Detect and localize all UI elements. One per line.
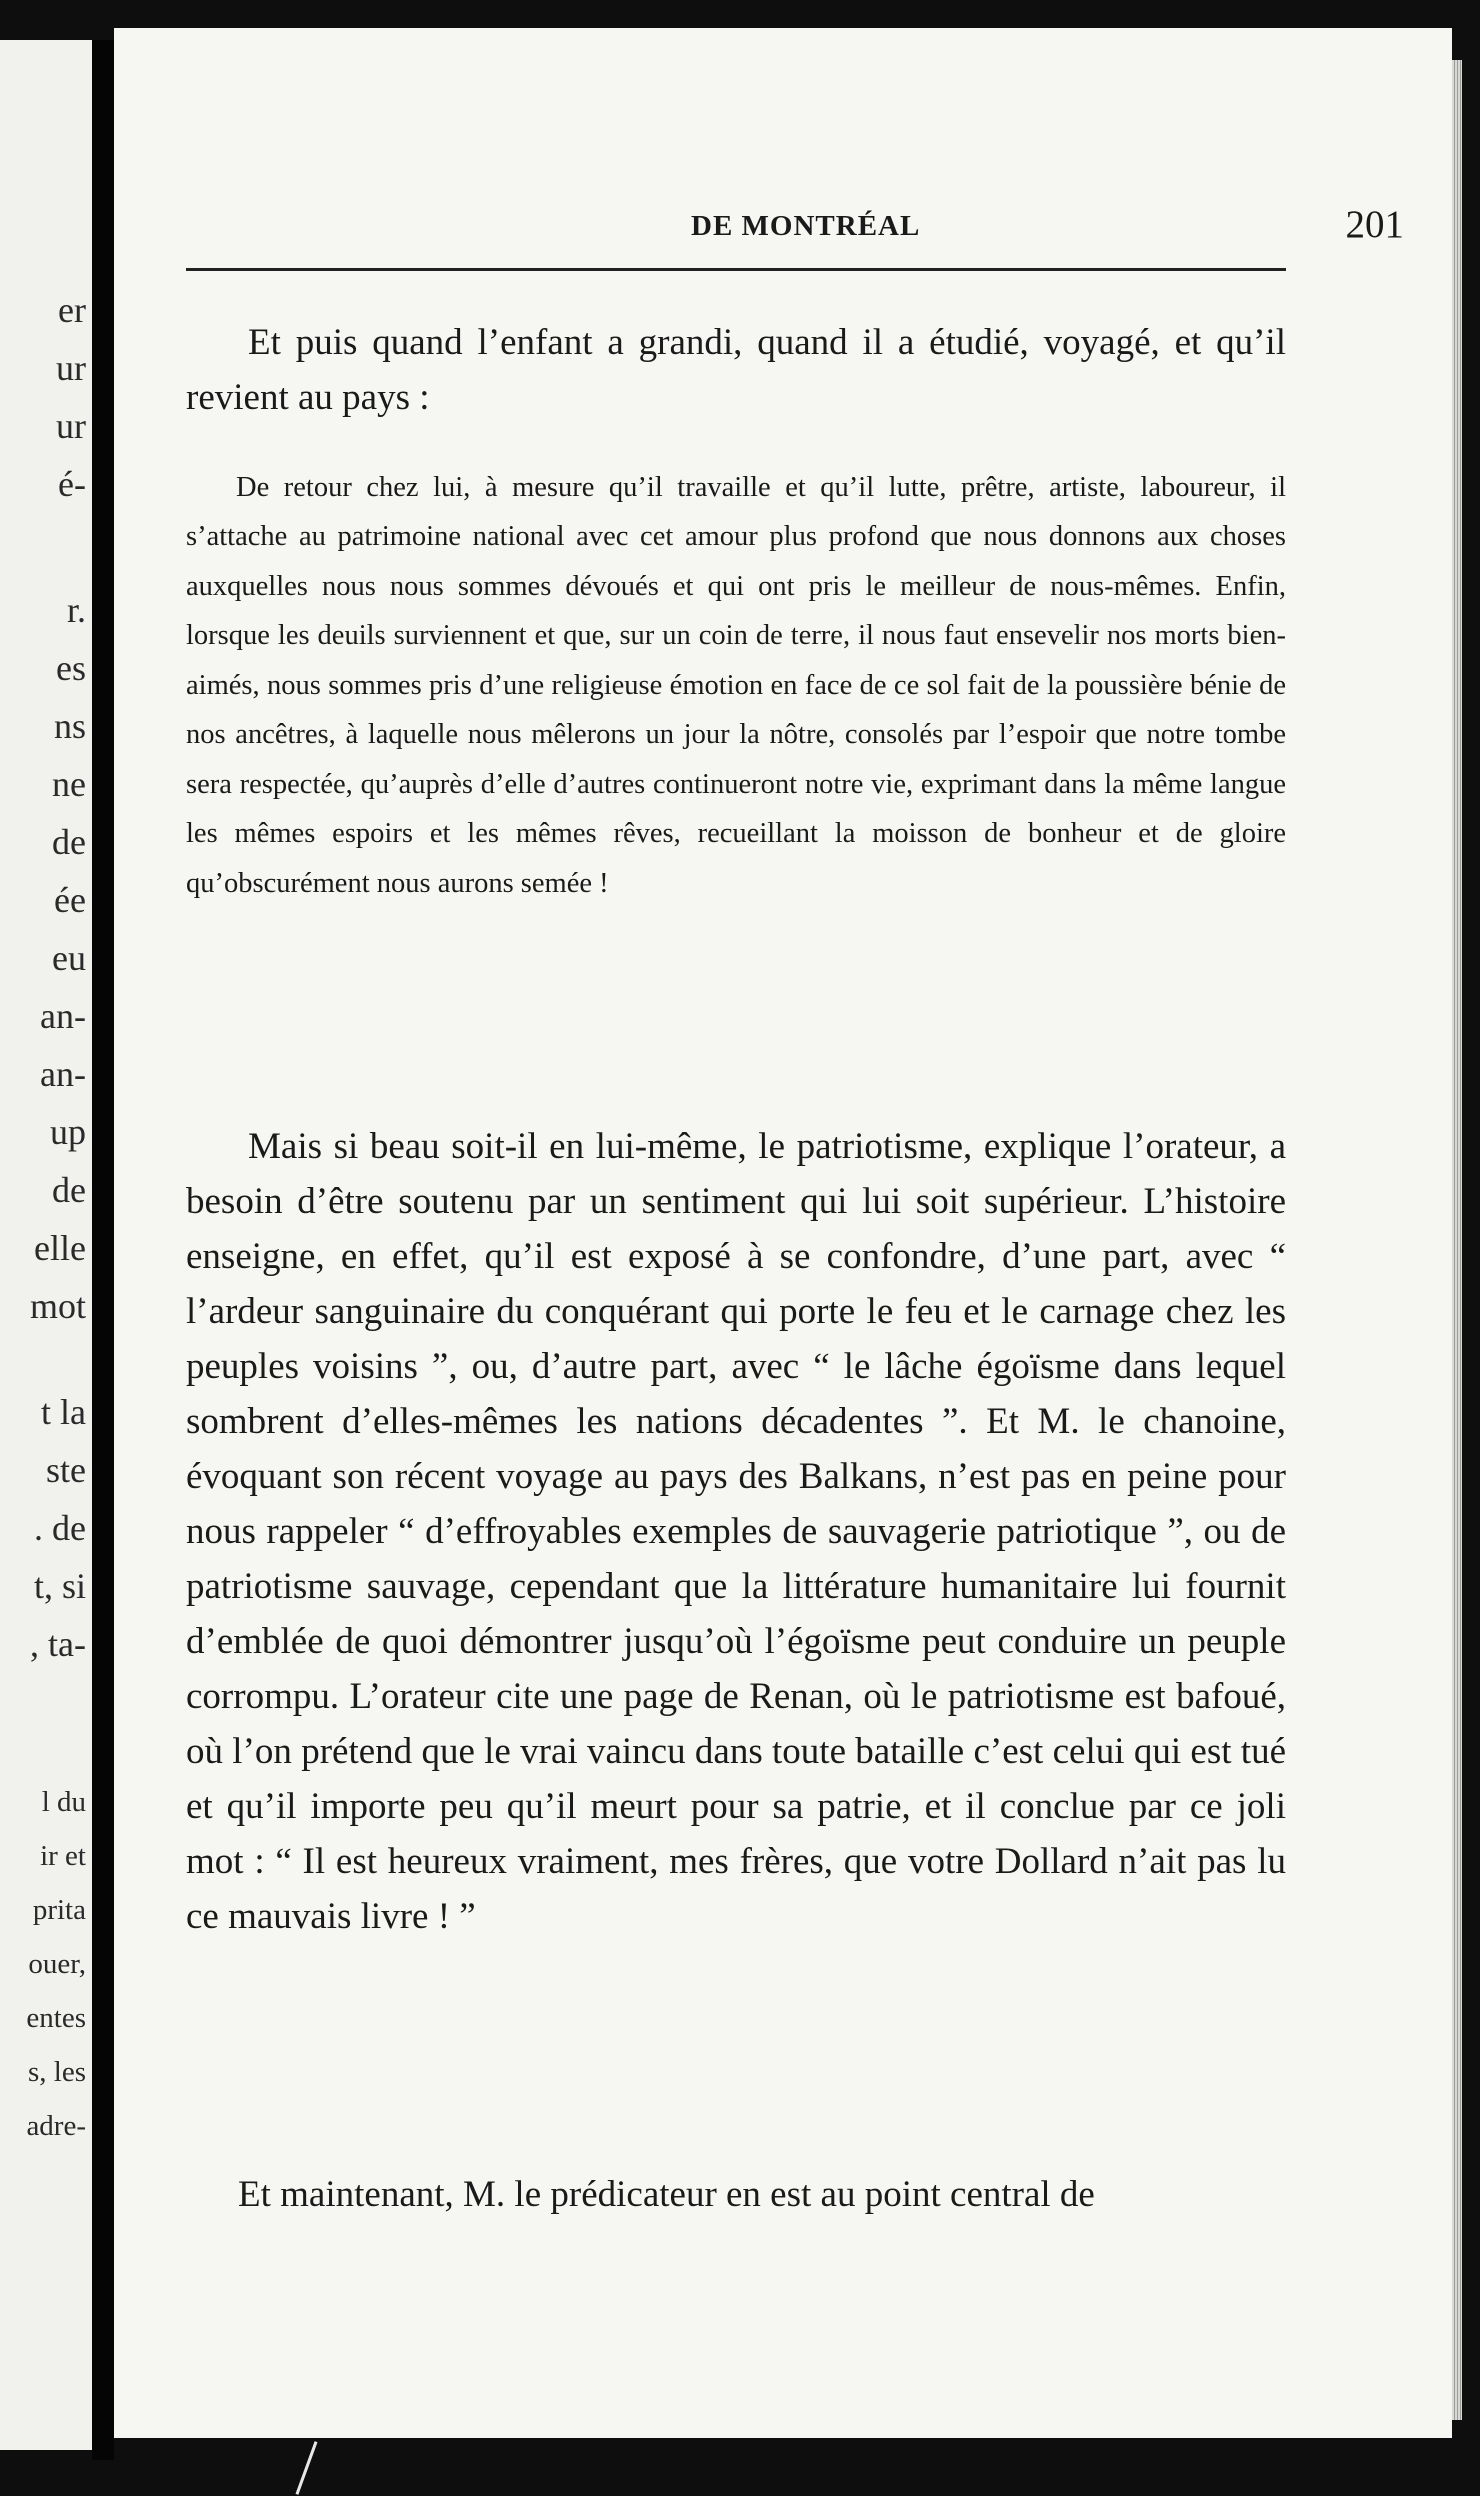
facing-page-fragment: de	[52, 1170, 86, 1210]
facing-page-edge	[0, 40, 92, 2450]
page-number: 201	[1345, 203, 1404, 246]
facing-page-fragment: . de	[34, 1508, 86, 1548]
facing-page-fragment: prita	[32, 1894, 86, 1926]
facing-page-fragment: ste	[46, 1450, 86, 1490]
facing-page-fragment: eu	[52, 938, 86, 978]
facing-page-fragment: elle	[34, 1228, 86, 1268]
facing-page-fragment: mot	[29, 1286, 86, 1326]
facing-page-fragment: up	[50, 1112, 86, 1152]
header-rule	[186, 268, 1286, 271]
facing-page-fragment: an-	[40, 1054, 86, 1094]
facing-page-fragment: ée	[54, 880, 86, 920]
scan-mark	[296, 2441, 318, 2495]
facing-page-fragment: s, les	[28, 2056, 86, 2088]
facing-page-fragment: ouer,	[28, 1948, 86, 1980]
facing-page-fragment: es	[56, 648, 86, 688]
running-head	[186, 188, 1404, 278]
facing-page-fragment: l du	[41, 1786, 86, 1818]
facing-page-fragment: t, si	[33, 1566, 86, 1606]
facing-page-fragment: adre-	[26, 2110, 86, 2142]
book-page	[114, 28, 1452, 2438]
facing-page-fragment: an-	[40, 996, 86, 1036]
body-paragraph: Et puis quand l’enfant a grandi, quand il a étudié, voyagé, et qu’il revient au pays :	[186, 322, 1286, 418]
facing-page-fragment: er	[58, 290, 86, 330]
facing-page-fragment: ir et	[40, 1840, 86, 1872]
book-gutter	[92, 40, 114, 2460]
facing-page-fragment: ur	[56, 348, 86, 388]
running-head-title: DE MONTRÉAL	[691, 210, 921, 242]
page-block-edge	[1452, 60, 1462, 2420]
facing-page-fragment: é-	[58, 464, 86, 504]
facing-page-fragment: , ta-	[30, 1624, 86, 1664]
facing-page-fragment: ns	[53, 706, 86, 746]
facing-page-fragment: de	[52, 822, 86, 862]
body-paragraph: Et maintenant, M. le prédicateur en est au point central de	[238, 2174, 1095, 2215]
block-quote: De retour chez lui, à mesure qu’il travaille et qu’il lutte, prêtre, artiste, laboureur, il s’attache au patrimoine national avec cet amour plus profond que nous donnons aux choses auxquelles nous nous sommes dévoués et qui ont pris le meilleur de nous-mêmes. Enfin, lorsque les deuils surviennent et que, sur un coin de terre, il nous faut ensevelir nos morts bien-aimés, nous sommes pris d’une religieuse émotion en face de ce sol fait de la poussière bénie de nos ancêtres, à laquelle nous mêlerons un jour la nôtre, consolés par l’espoir que notre tombe sera respectée, qu’auprès d’elle d’autres continueront notre vie, exprimant dans la même langue les mêmes espoirs et les mêmes rêves, recueillant la moisson de bonheur et de gloire qu’obscurément nous aurons semée !	[186, 471, 1286, 899]
facing-page-fragment: ne	[52, 764, 86, 804]
facing-page-fragment: entes	[26, 2002, 86, 2034]
facing-page-fragment: r.	[66, 590, 86, 630]
facing-page-fragment: ur	[56, 406, 86, 446]
facing-page-fragment: t la	[41, 1392, 86, 1432]
body-paragraph: Mais si beau soit-il en lui-même, le patriotisme, explique l’orateur, a besoin d’être soutenu par un sentiment qui lui soit supérieur. L’histoire enseigne, en effet, qu’il est exposé à se confondre, d’une part, avec “ l’ardeur sanguinaire du conquérant qui porte le feu et le carnage chez les peuples voisins ”, ou, d’autre part, avec “ le lâche égoïsme dans lequel sombrent d’elles-mêmes les nations décadentes ”. Et M. le chanoine, évoquant son récent voyage au pays des Balkans, n’est pas en peine pour nous rappeler “ d’effroyables exemples de sauvagerie patriotique ”, ou de patriotisme sauvage, cependant que la littérature humanitaire lui fournit d’emblée de quoi démontrer jusqu’où l’égoïsme peut conduire un peuple corrompu. L’orateur cite une page de Renan, où le patriotisme est bafoué, où l’on prétend que le vrai vaincu dans toute bataille c’est celui qui est tué et qu’il importe peu qu’il meurt pour sa patrie, et il conclue par ce joli mot : “ Il est heureux vraiment, mes frères, que votre Dollard n’ait pas lu ce mauvais livre ! ”	[186, 1126, 1286, 1937]
